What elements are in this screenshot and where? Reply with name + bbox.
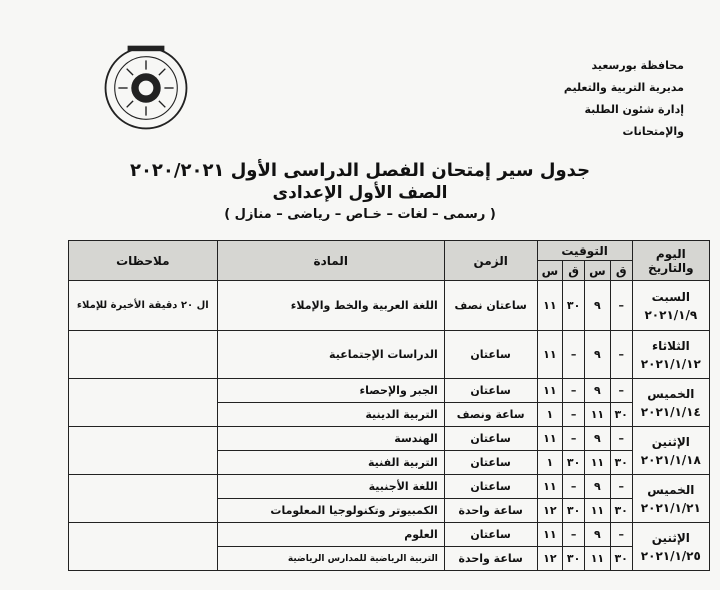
to-hour: ١ bbox=[537, 451, 563, 475]
day-name: الثلاثاء bbox=[651, 338, 690, 353]
header-from-s: س bbox=[585, 261, 611, 281]
grade-title: الصف الأول الإعدادى bbox=[272, 183, 448, 203]
from-hour: ١١ bbox=[585, 499, 611, 523]
to-hour: ١١ bbox=[537, 523, 563, 547]
from-minutes: – bbox=[610, 427, 632, 451]
note bbox=[69, 379, 218, 427]
to-minutes: ٣٠ bbox=[563, 499, 585, 523]
day-date: ٢٠٢١/١/٢٥ bbox=[640, 548, 701, 563]
duration: ساعتان bbox=[444, 475, 537, 499]
to-minutes: – bbox=[563, 379, 585, 403]
from-minutes: ٣٠ bbox=[610, 403, 632, 427]
day-date: ٢٠٢١/١/١٨ bbox=[640, 452, 701, 467]
duration: ساعتان bbox=[444, 523, 537, 547]
to-hour: ١٢ bbox=[537, 499, 563, 523]
from-minutes: ٣٠ bbox=[610, 499, 632, 523]
from-hour: ٩ bbox=[585, 523, 611, 547]
to-hour: ١ bbox=[537, 403, 563, 427]
issuer-header bbox=[524, 55, 684, 143]
subject: الدراسات الإجتماعية bbox=[217, 331, 444, 379]
header-to-s: س bbox=[537, 261, 563, 281]
ministry-logo bbox=[98, 42, 194, 134]
from-minutes: – bbox=[610, 281, 632, 331]
to-minutes: – bbox=[563, 427, 585, 451]
from-hour: ٩ bbox=[585, 427, 611, 451]
day-date: ٢٠٢١/١/٢١ bbox=[640, 500, 701, 515]
from-hour: ١١ bbox=[585, 403, 611, 427]
day-cell bbox=[632, 281, 709, 331]
duration: ساعة واحدة bbox=[444, 499, 537, 523]
table-row bbox=[69, 427, 710, 451]
to-hour: ١١ bbox=[537, 427, 563, 451]
to-hour: ١١ bbox=[537, 281, 563, 331]
subject: الكمبيوتر وتكنولوجيا المعلومات bbox=[217, 499, 444, 523]
day-cell bbox=[632, 523, 709, 571]
duration: ساعتان bbox=[444, 427, 537, 451]
day-name: السبت bbox=[651, 289, 691, 304]
day-cell bbox=[632, 427, 709, 475]
to-minutes: – bbox=[563, 403, 585, 427]
exam-schedule-table bbox=[68, 240, 710, 571]
table-row bbox=[69, 281, 710, 331]
to-hour: ١١ bbox=[537, 475, 563, 499]
subject: اللغة العربية والخط والإملاء bbox=[217, 281, 444, 331]
day-name: الإثنين bbox=[651, 434, 690, 449]
header-subject: المادة bbox=[217, 241, 444, 281]
from-minutes: ٣٠ bbox=[610, 547, 632, 571]
to-minutes: ٣٠ bbox=[563, 547, 585, 571]
table-row bbox=[69, 331, 710, 379]
from-minutes: – bbox=[610, 523, 632, 547]
header-day: اليوم والتاريخ bbox=[632, 241, 709, 281]
note bbox=[69, 331, 218, 379]
document-titles bbox=[0, 160, 720, 222]
day-name: الخميس bbox=[647, 386, 695, 401]
duration: ساعتان bbox=[444, 379, 537, 403]
from-hour: ٩ bbox=[585, 379, 611, 403]
department-line: إدارة شئون الطلبة والإمتحانات bbox=[584, 103, 684, 138]
exam-schedule-title: جدول سير إمتحان الفصل الدراسى الأول ٢٠٢٠/٢٠٢١ bbox=[129, 160, 591, 181]
table-row bbox=[69, 379, 710, 403]
from-hour: ٩ bbox=[585, 475, 611, 499]
duration: ساعتان bbox=[444, 451, 537, 475]
note: ال ٢٠ دقيقة الأخيرة للإملاء bbox=[69, 281, 218, 331]
subject: الهندسة bbox=[217, 427, 444, 451]
directorate-line: مديرية التربية والتعليم bbox=[563, 81, 684, 94]
from-hour: ١١ bbox=[585, 451, 611, 475]
from-minutes: ٣٠ bbox=[610, 451, 632, 475]
note bbox=[69, 427, 218, 475]
to-hour: ١١ bbox=[537, 331, 563, 379]
to-hour: ١٢ bbox=[537, 547, 563, 571]
school-types: ( رسمى – لغات – خـاص – رياضى – منازل ) bbox=[224, 207, 496, 222]
subject: التربية الدينية bbox=[217, 403, 444, 427]
from-minutes: – bbox=[610, 331, 632, 379]
day-date: ٢٠٢١/١/٩ bbox=[644, 307, 698, 322]
table-row bbox=[69, 475, 710, 499]
to-minutes: ٣٠ bbox=[563, 281, 585, 331]
to-minutes: – bbox=[563, 475, 585, 499]
from-hour: ١١ bbox=[585, 547, 611, 571]
to-minutes: – bbox=[563, 331, 585, 379]
subject: الجبر والإحصاء bbox=[217, 379, 444, 403]
day-name: الإثنين bbox=[651, 530, 690, 545]
subject: التربية الرياضية للمدارس الرياضية bbox=[217, 547, 444, 571]
day-name: الخميس bbox=[647, 482, 695, 497]
from-hour: ٩ bbox=[585, 331, 611, 379]
header-from-q: ق bbox=[610, 261, 632, 281]
subject: العلوم bbox=[217, 523, 444, 547]
to-minutes: ٣٠ bbox=[563, 451, 585, 475]
governorate-line: محافظة بورسعيد bbox=[591, 59, 684, 72]
header-timing: التوقيت bbox=[537, 241, 632, 261]
subject: اللغة الأجنبية bbox=[217, 475, 444, 499]
header-duration: الزمن bbox=[444, 241, 537, 281]
from-hour: ٩ bbox=[585, 281, 611, 331]
day-cell bbox=[632, 475, 709, 523]
note bbox=[69, 475, 218, 523]
duration: ساعتان bbox=[444, 331, 537, 379]
day-cell bbox=[632, 379, 709, 427]
note bbox=[69, 523, 218, 571]
table-row bbox=[69, 523, 710, 547]
duration: ساعة واحدة bbox=[444, 547, 537, 571]
day-cell bbox=[632, 331, 709, 379]
day-date: ٢٠٢١/١/١٢ bbox=[640, 356, 701, 371]
to-hour: ١١ bbox=[537, 379, 563, 403]
to-minutes: – bbox=[563, 523, 585, 547]
from-minutes: – bbox=[610, 379, 632, 403]
day-date: ٢٠٢١/١/١٤ bbox=[640, 404, 701, 419]
from-minutes: – bbox=[610, 475, 632, 499]
duration: ساعتان نصف bbox=[444, 281, 537, 331]
header-to-q: ق bbox=[563, 261, 585, 281]
duration: ساعة ونصف bbox=[444, 403, 537, 427]
subject: التربية الفنية bbox=[217, 451, 444, 475]
header-notes: ملاحظات bbox=[69, 241, 218, 281]
